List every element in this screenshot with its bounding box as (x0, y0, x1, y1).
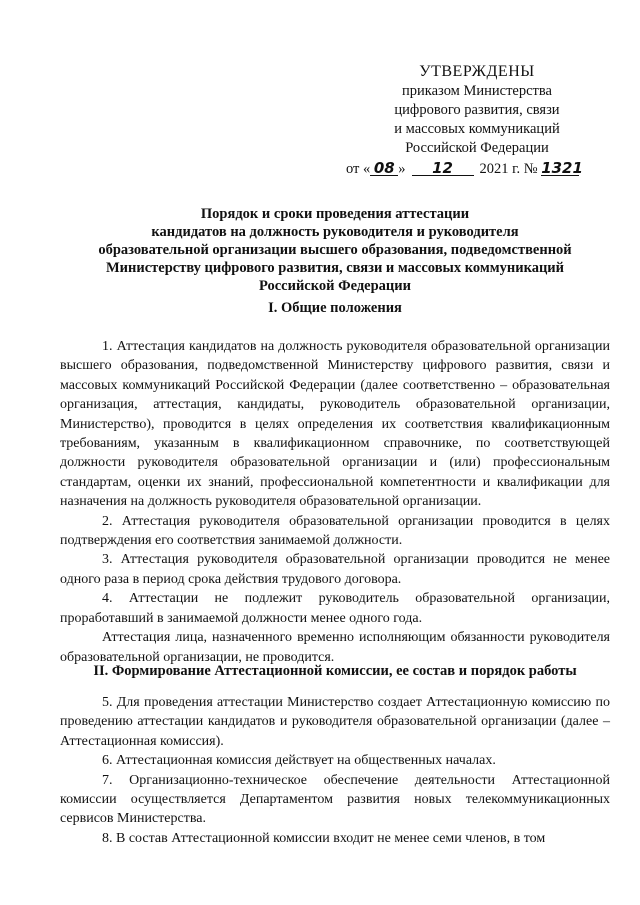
paragraph-3: 3. Аттестация руководителя образовательной организации проводится не менее одного раза в период срока действия трудового договора. (60, 552, 610, 587)
title-line: образовательной организации высшего образования, подведомственной (98, 242, 572, 258)
approval-date-line (342, 160, 612, 179)
title-line: кандидатов на должность руководителя и руководителя (151, 224, 519, 240)
section-2-title: II. Формирование Аттестационной комиссии, ее состав и порядок работы (93, 663, 577, 679)
approval-line: Российской Федерации (405, 140, 549, 156)
section-2-body (60, 693, 610, 848)
date-year: 2021 г. № (479, 161, 538, 177)
approval-line: цифрового развития, связи (394, 102, 560, 118)
approval-line: и массовых коммуникаций (394, 121, 560, 137)
approval-heading: УТВЕРЖДЕНЫ (419, 63, 535, 80)
paragraph-4: 4. Аттестации не подлежит руководитель образовательной организации, проработавший в занимаемой должности менее одного года. (60, 591, 610, 626)
section-1-body (60, 337, 610, 667)
handwritten-day: 08 (370, 161, 398, 176)
paragraph-4-note: Аттестация лица, назначенного временно исполняющим обязанности руководителя образовательной организации, не проводится. (60, 630, 610, 665)
paragraph-1: 1. Аттестация кандидатов на должность руководителя образовательной организации высшего образования, подведомственной Министерству цифрового развития, связи и массовых коммуникаций Российской Федерации (далее соответственно – образовательная организация, аттестация, кандидаты, руководитель образовательной организации, Министерство), проводится в целях определения их соответствия квалификационным требованиям, указанным в квалификационном справочнике, по соответствующей должности руководителя образовательной организации и (или) профессиональным стандартам, оценки их знаний, профессиональной компетентности и квалификации для назначения на должность руководителя образовательной организации. (60, 339, 610, 510)
document-title (60, 205, 610, 295)
approval-stamp (342, 62, 612, 179)
handwritten-month: 12 (412, 161, 474, 176)
handwritten-order-number: 1321 (541, 159, 583, 177)
section-1-title: I. Общие положения (268, 300, 402, 316)
paragraph-2: 2. Аттестация руководителя образовательной организации проводится в целях подтверждения его соответствия занимаемой должности. (60, 513, 610, 549)
date-prefix: от « (346, 161, 371, 177)
approval-line: приказом Министерства (402, 83, 552, 99)
paragraph-8: 8. В состав Аттестационной комиссии входит не менее семи членов, в том (102, 830, 546, 846)
date-mid: » (398, 161, 406, 177)
paragraph-5: 5. Для проведения аттестации Министерство создает Аттестационную комиссию по проведению аттестации кандидатов и руководителя образовательной организации (далее – Аттестационная комиссия). (60, 695, 610, 749)
paragraph-7: 7. Организационно-техническое обеспечение деятельности Аттестационной комиссии осуществляется Департаментом развития новых телекоммуникационных сервисов Министерства. (60, 772, 610, 827)
paragraph-6: 6. Аттестационная комиссия действует на общественных началах. (102, 753, 496, 769)
title-line: Министерству цифрового развития, связи и массовых коммуникаций (105, 260, 565, 276)
title-line: Порядок и сроки проведения аттестации (200, 206, 470, 222)
title-line: Российской Федерации (258, 278, 411, 294)
